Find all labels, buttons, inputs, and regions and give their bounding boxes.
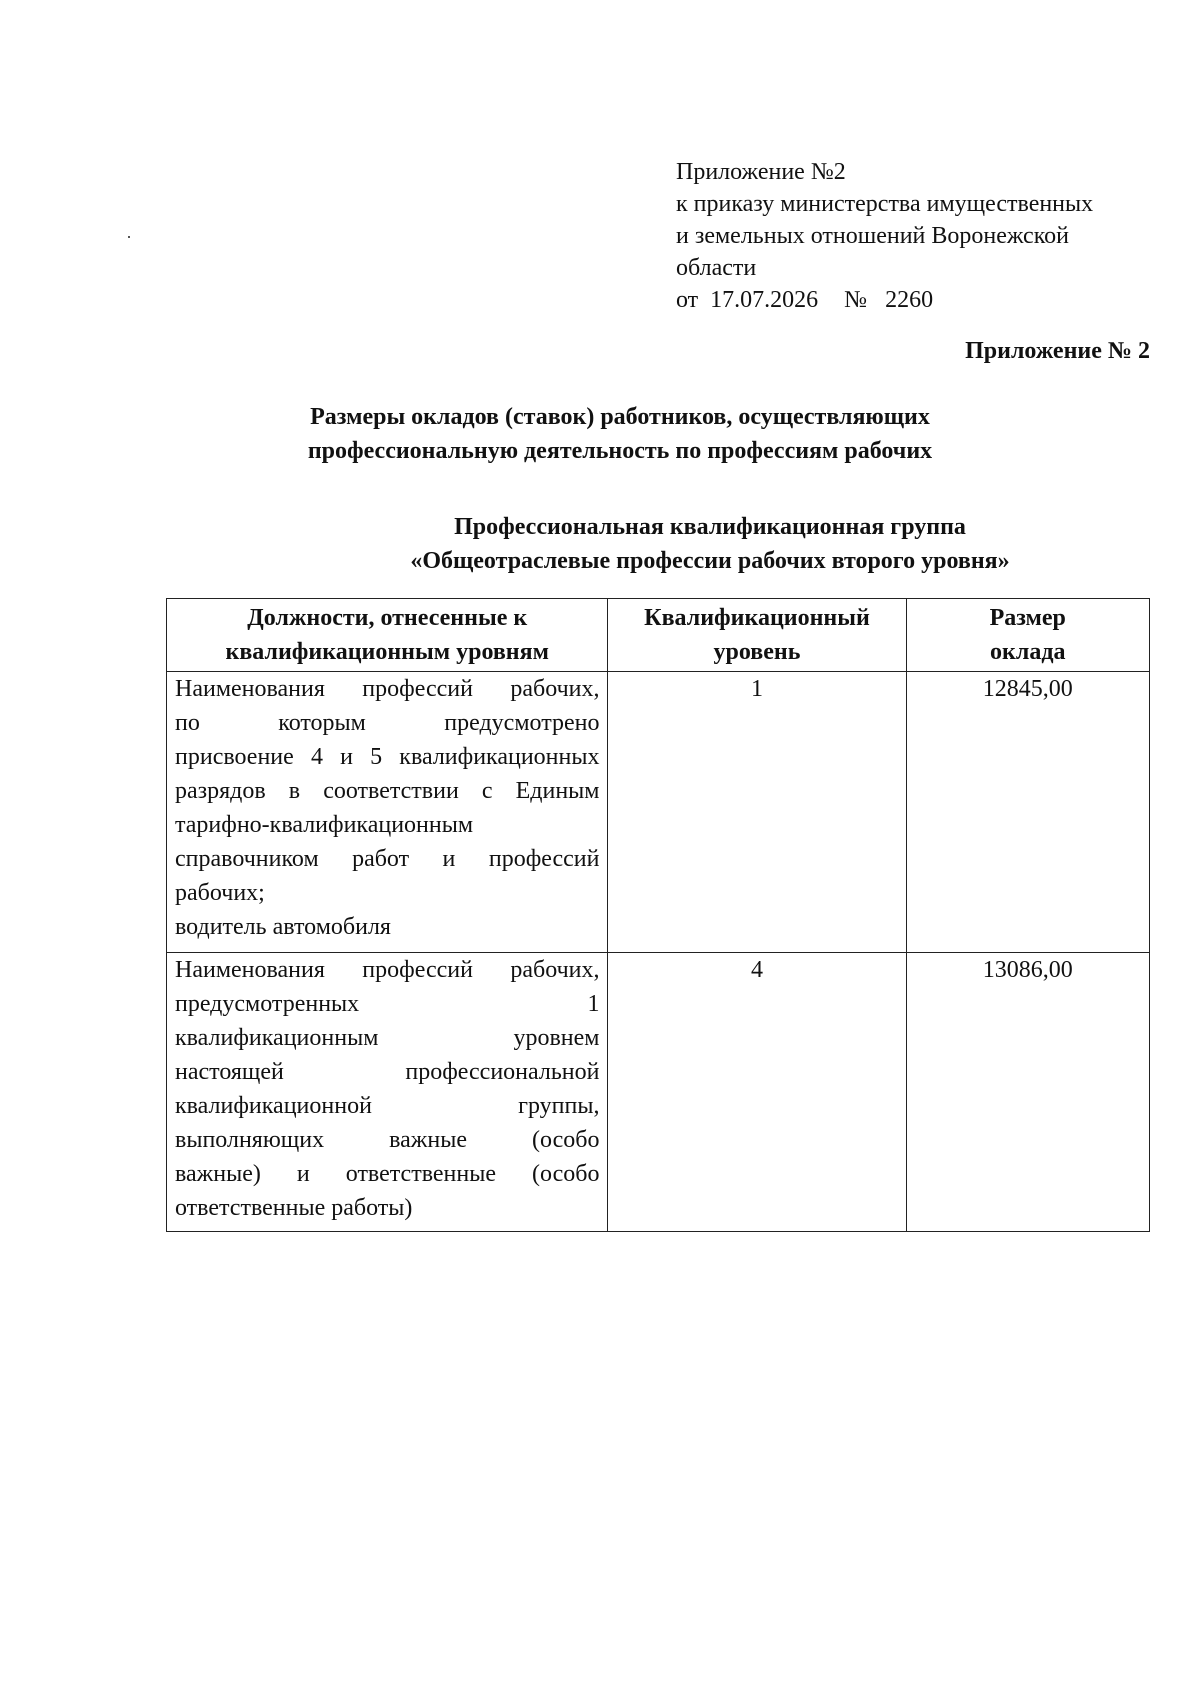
qualification-level: 4: [608, 953, 906, 1232]
group-title-line-1: Профессиональная квалификационная группа: [454, 514, 966, 540]
position-description: [167, 672, 608, 953]
salary-amount: 13086,00: [906, 953, 1149, 1232]
description-line: по которым предусмотрено: [175, 710, 600, 736]
header-positions-line-1: Должности, отнесенные к: [247, 605, 528, 631]
date-prefix: от: [676, 287, 699, 313]
position-description: [167, 953, 608, 1232]
header-line-ministry: и земельных отношений Воронежской: [676, 223, 1069, 249]
header-line-region: области: [676, 255, 757, 281]
description-line: квалификационной группы,: [175, 1093, 600, 1119]
table-header-row: [167, 599, 1150, 672]
title-line-1: Размеры окладов (ставок) работников, осуществляющих: [310, 404, 930, 430]
appendix-header: [676, 156, 1156, 316]
title-line-2: профессиональную деятельность по профессиям рабочих: [307, 438, 933, 464]
header-positions-line-2: квалификационным уровням: [225, 639, 549, 665]
description-line: присвоение 4 и 5 квалификационных: [175, 744, 600, 770]
header-positions: [167, 599, 608, 672]
salary-table: [166, 598, 1150, 1232]
appendix-label: Приложение № 2: [965, 338, 1150, 364]
description-line: ответственные работы): [175, 1195, 413, 1221]
header-line-order: к приказу министерства имущественных: [676, 191, 1094, 217]
description-line: Наименования профессий рабочих,: [175, 676, 600, 702]
group-title-line-2: «Общеотраслевые профессии рабочих второго уровня»: [410, 548, 1010, 574]
header-salary-line-1: Размер: [989, 605, 1066, 631]
order-number: 2260: [885, 287, 934, 313]
description-line: выполняющих важные (особо: [175, 1127, 600, 1153]
description-line: тарифно-квалификационным: [175, 812, 474, 838]
qualification-level: 1: [608, 672, 906, 953]
header-level-line-2: уровень: [713, 639, 801, 665]
description-line: квалификационным уровнем: [175, 1025, 600, 1051]
header-date-line: [676, 284, 1156, 316]
description-line: справочником работ и профессий: [175, 846, 600, 872]
group-title: [330, 510, 1090, 578]
table-row: [167, 672, 1150, 953]
header-salary-line-2: оклада: [990, 639, 1066, 665]
document-title: [270, 400, 970, 468]
description-line: рабочих;: [175, 880, 265, 906]
description-line: Наименования профессий рабочих,: [175, 957, 600, 983]
salary-amount: 12845,00: [906, 672, 1149, 953]
header-salary: [906, 599, 1149, 672]
scan-speck: [128, 236, 130, 238]
description-line: настоящей профессиональной: [175, 1059, 600, 1085]
number-sign: №: [844, 287, 868, 313]
table-row: [167, 953, 1150, 1232]
header-level: [608, 599, 906, 672]
description-line: предусмотренных 1: [175, 991, 600, 1017]
header-level-line-1: Квалификационный: [644, 605, 870, 631]
description-line: разрядов в соответствии с Единым: [175, 778, 600, 804]
header-line-appendix: Приложение №2: [676, 159, 846, 185]
description-line: водитель автомобиля: [175, 914, 391, 940]
description-line: важные) и ответственные (особо: [175, 1161, 600, 1187]
order-date: 17.07.2026: [710, 287, 819, 313]
